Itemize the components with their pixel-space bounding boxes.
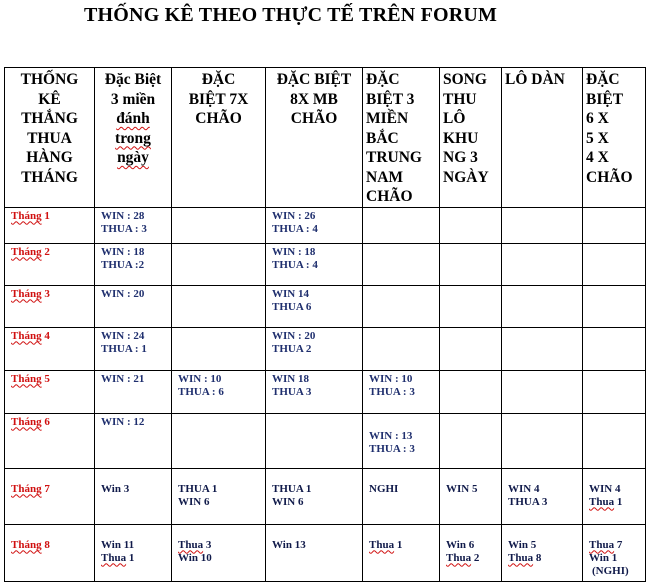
table-cell bbox=[440, 524, 502, 581]
month-label: Tháng 2 bbox=[5, 243, 95, 285]
cell-value: WIN : 18 bbox=[272, 245, 316, 258]
header-special-8x-mb bbox=[266, 68, 363, 208]
table-cell bbox=[363, 413, 440, 468]
cell-value: THUA : 4 bbox=[272, 258, 318, 271]
cell-value: Thua 2 bbox=[446, 551, 480, 564]
month-label: Tháng 6 bbox=[5, 413, 95, 468]
header-line: NAM bbox=[366, 168, 404, 186]
cell-value: WIN 18 bbox=[272, 372, 309, 385]
table-cell bbox=[266, 207, 363, 243]
cell-value: WIN 4 bbox=[589, 482, 621, 495]
header-line: NG 3 bbox=[443, 149, 478, 166]
header-line: MIỀN bbox=[366, 110, 409, 127]
cell-value: Thua 1 bbox=[589, 495, 623, 508]
month-label: Tháng 7 bbox=[5, 468, 95, 524]
month-label: Tháng 8 bbox=[5, 524, 95, 581]
table-row bbox=[5, 413, 646, 468]
header-line: KHU bbox=[443, 129, 479, 147]
table-cell bbox=[363, 243, 440, 285]
table-cell bbox=[266, 243, 363, 285]
month-label: Tháng 4 bbox=[5, 327, 95, 370]
table-row bbox=[5, 468, 646, 524]
table-cell bbox=[583, 285, 646, 327]
cell-value: THUA :2 bbox=[101, 258, 145, 271]
month-word: Tháng bbox=[11, 538, 42, 551]
month-label: Tháng 5 bbox=[5, 370, 95, 413]
table-cell bbox=[363, 285, 440, 327]
cell-value: THUA 3 bbox=[272, 385, 312, 398]
table-cell bbox=[95, 413, 172, 468]
cell-value: THUA : 4 bbox=[272, 222, 318, 235]
table-cell bbox=[172, 370, 266, 413]
table-cell bbox=[363, 327, 440, 370]
table-cell bbox=[440, 285, 502, 327]
table-cell bbox=[363, 468, 440, 524]
table-cell bbox=[95, 468, 172, 524]
cell-value: Thua 1 bbox=[101, 551, 135, 564]
header-line: BẮC bbox=[366, 129, 399, 147]
table-row bbox=[5, 370, 646, 413]
table-cell bbox=[172, 207, 266, 243]
table-cell bbox=[502, 524, 583, 581]
table-cell bbox=[583, 370, 646, 413]
cell-value: THUA 2 bbox=[272, 342, 312, 355]
cell-value: THUA 3 bbox=[508, 495, 548, 508]
cell-value: Win 3 bbox=[101, 482, 130, 495]
cell-value: THUA 1 bbox=[272, 482, 312, 495]
table-cell bbox=[583, 327, 646, 370]
table-cell bbox=[502, 243, 583, 285]
page-title: THỐNG KÊ THEO THỰC TẾ TRÊN FORUM bbox=[84, 4, 498, 26]
header-line: 5 X bbox=[586, 129, 609, 147]
cell-value: WIN 6 bbox=[272, 495, 304, 508]
header-line: THU bbox=[443, 90, 477, 108]
table-cell bbox=[502, 327, 583, 370]
cell-value: Win 10 bbox=[178, 551, 212, 564]
header-line: BIỆT bbox=[586, 90, 624, 108]
cell-value: WIN : 18 bbox=[101, 245, 145, 258]
header-line: THUA bbox=[27, 129, 72, 147]
header-line: ngày bbox=[117, 149, 149, 166]
table-cell bbox=[502, 285, 583, 327]
header-special-654x bbox=[583, 68, 646, 208]
month-word: Tháng bbox=[11, 245, 42, 258]
header-monthly-stats bbox=[5, 68, 95, 208]
header-row bbox=[5, 68, 646, 208]
table-cell bbox=[172, 243, 266, 285]
cell-value: WIN : 13 bbox=[369, 429, 413, 442]
table-cell bbox=[440, 370, 502, 413]
table-cell bbox=[583, 468, 646, 524]
header-line: THỐNG bbox=[20, 71, 79, 88]
table-cell bbox=[583, 524, 646, 581]
table-cell bbox=[172, 468, 266, 524]
table-cell bbox=[502, 468, 583, 524]
header-line: SONG bbox=[443, 71, 487, 88]
header-line: THÁNG bbox=[21, 168, 78, 186]
cell-value: WIN : 28 bbox=[101, 209, 145, 222]
header-line: 8X MB bbox=[290, 90, 338, 108]
cell-value: (NGHI) bbox=[592, 564, 629, 577]
table-cell bbox=[583, 207, 646, 243]
month-word: Tháng bbox=[11, 329, 42, 342]
header-line: đánh bbox=[116, 110, 150, 127]
table-row bbox=[5, 285, 646, 327]
cell-value: Win 6 bbox=[446, 538, 475, 551]
header-special-3-regions bbox=[95, 68, 172, 208]
header-line: THẮNG bbox=[21, 110, 78, 127]
table-cell bbox=[440, 243, 502, 285]
cell-value: WIN : 10 bbox=[178, 372, 222, 385]
cell-value: THUA 6 bbox=[272, 300, 312, 313]
header-line: HÀNG bbox=[26, 149, 73, 166]
header-line: 6 X bbox=[586, 110, 609, 127]
table-cell bbox=[440, 207, 502, 243]
header-song-thu-lo bbox=[440, 68, 502, 208]
table-cell bbox=[440, 413, 502, 468]
table-cell bbox=[172, 285, 266, 327]
header-line: 3 miền bbox=[110, 90, 156, 108]
header-line: CHÃO bbox=[586, 168, 633, 186]
table-cell bbox=[95, 243, 172, 285]
cell-value: THUA : 1 bbox=[101, 342, 147, 355]
table-cell bbox=[440, 468, 502, 524]
cell-value: Thua 8 bbox=[508, 551, 542, 564]
table-cell bbox=[363, 524, 440, 581]
header-line: CHÃO bbox=[290, 110, 338, 127]
header-line: Đặc Biệt bbox=[104, 71, 162, 88]
table-cell bbox=[95, 285, 172, 327]
table-cell bbox=[440, 327, 502, 370]
month-word: Tháng bbox=[11, 287, 42, 300]
table-cell bbox=[363, 370, 440, 413]
header-lo-dan bbox=[502, 68, 583, 208]
month-word: Tháng bbox=[11, 415, 42, 428]
stats-table bbox=[4, 67, 646, 582]
header-line: BIỆT 7X bbox=[188, 90, 249, 108]
table-cell bbox=[95, 327, 172, 370]
header-line: ĐẶC bbox=[201, 71, 236, 88]
table-cell bbox=[172, 413, 266, 468]
cell-value: Win 13 bbox=[272, 538, 306, 551]
table-cell bbox=[502, 370, 583, 413]
table-cell bbox=[583, 413, 646, 468]
cell-value: THUA : 3 bbox=[369, 385, 415, 398]
header-line: ĐẶC bbox=[366, 71, 400, 88]
cell-value: Thua 7 bbox=[589, 538, 623, 551]
cell-value: THUA : 3 bbox=[369, 442, 415, 455]
header-line: BIỆT 3 bbox=[366, 90, 415, 108]
month-label: Tháng 1 bbox=[5, 207, 95, 243]
cell-value: Thua 3 bbox=[178, 538, 212, 551]
header-line: CHÃO bbox=[195, 110, 242, 127]
header-special-7x bbox=[172, 68, 266, 208]
header-line: ĐẶC bbox=[586, 71, 620, 88]
table-cell bbox=[266, 285, 363, 327]
header-special-3-regions-chao bbox=[363, 68, 440, 208]
cell-value: WIN : 20 bbox=[101, 287, 145, 300]
table-cell bbox=[95, 524, 172, 581]
cell-value: THUA : 6 bbox=[178, 385, 224, 398]
table-cell bbox=[266, 413, 363, 468]
cell-value: Win 1 bbox=[589, 551, 618, 564]
month-label: Tháng 3 bbox=[5, 285, 95, 327]
header-line: 4 X bbox=[586, 149, 609, 166]
header-line: LÔ bbox=[443, 110, 466, 127]
header-line: ĐẶC BIỆT bbox=[276, 71, 352, 88]
cell-value: WIN 4 bbox=[508, 482, 540, 495]
cell-value: WIN : 10 bbox=[369, 372, 413, 385]
table-row bbox=[5, 243, 646, 285]
table-cell bbox=[172, 327, 266, 370]
table-cell bbox=[266, 468, 363, 524]
table-cell bbox=[95, 207, 172, 243]
cell-value: WIN 6 bbox=[178, 495, 210, 508]
table-row bbox=[5, 327, 646, 370]
table-row bbox=[5, 524, 646, 581]
header-line: LÔ DÀN bbox=[505, 71, 565, 88]
table-cell bbox=[266, 524, 363, 581]
table-cell bbox=[266, 370, 363, 413]
cell-value: Win 5 bbox=[508, 538, 537, 551]
cell-value: WIN 5 bbox=[446, 482, 478, 495]
cell-value: WIN : 21 bbox=[101, 372, 145, 385]
header-line: KÊ bbox=[38, 90, 61, 108]
table-row bbox=[5, 207, 646, 243]
cell-value: WIN : 12 bbox=[101, 415, 145, 428]
table-cell bbox=[363, 207, 440, 243]
month-word: Tháng bbox=[11, 482, 42, 495]
table-cell bbox=[502, 207, 583, 243]
cell-value: WIN : 26 bbox=[272, 209, 316, 222]
cell-value: WIN 14 bbox=[272, 287, 309, 300]
header-line: trong bbox=[115, 129, 151, 147]
cell-value: Thua 1 bbox=[369, 538, 403, 551]
header-line: CHÃO bbox=[366, 188, 413, 205]
table-cell bbox=[172, 524, 266, 581]
table-cell bbox=[266, 327, 363, 370]
table-cell bbox=[502, 413, 583, 468]
table-cell bbox=[95, 370, 172, 413]
month-word: Tháng bbox=[11, 372, 42, 385]
cell-value: WIN : 20 bbox=[272, 329, 316, 342]
cell-value: THUA 1 bbox=[178, 482, 218, 495]
cell-value: Win 11 bbox=[101, 538, 135, 551]
header-line: TRUNG bbox=[366, 149, 422, 166]
month-word: Tháng bbox=[11, 209, 42, 222]
cell-value: THUA : 3 bbox=[101, 222, 147, 235]
cell-value: WIN : 24 bbox=[101, 329, 145, 342]
cell-value: NGHI bbox=[369, 482, 399, 495]
header-line: NGÀY bbox=[443, 168, 489, 186]
table-cell bbox=[583, 243, 646, 285]
